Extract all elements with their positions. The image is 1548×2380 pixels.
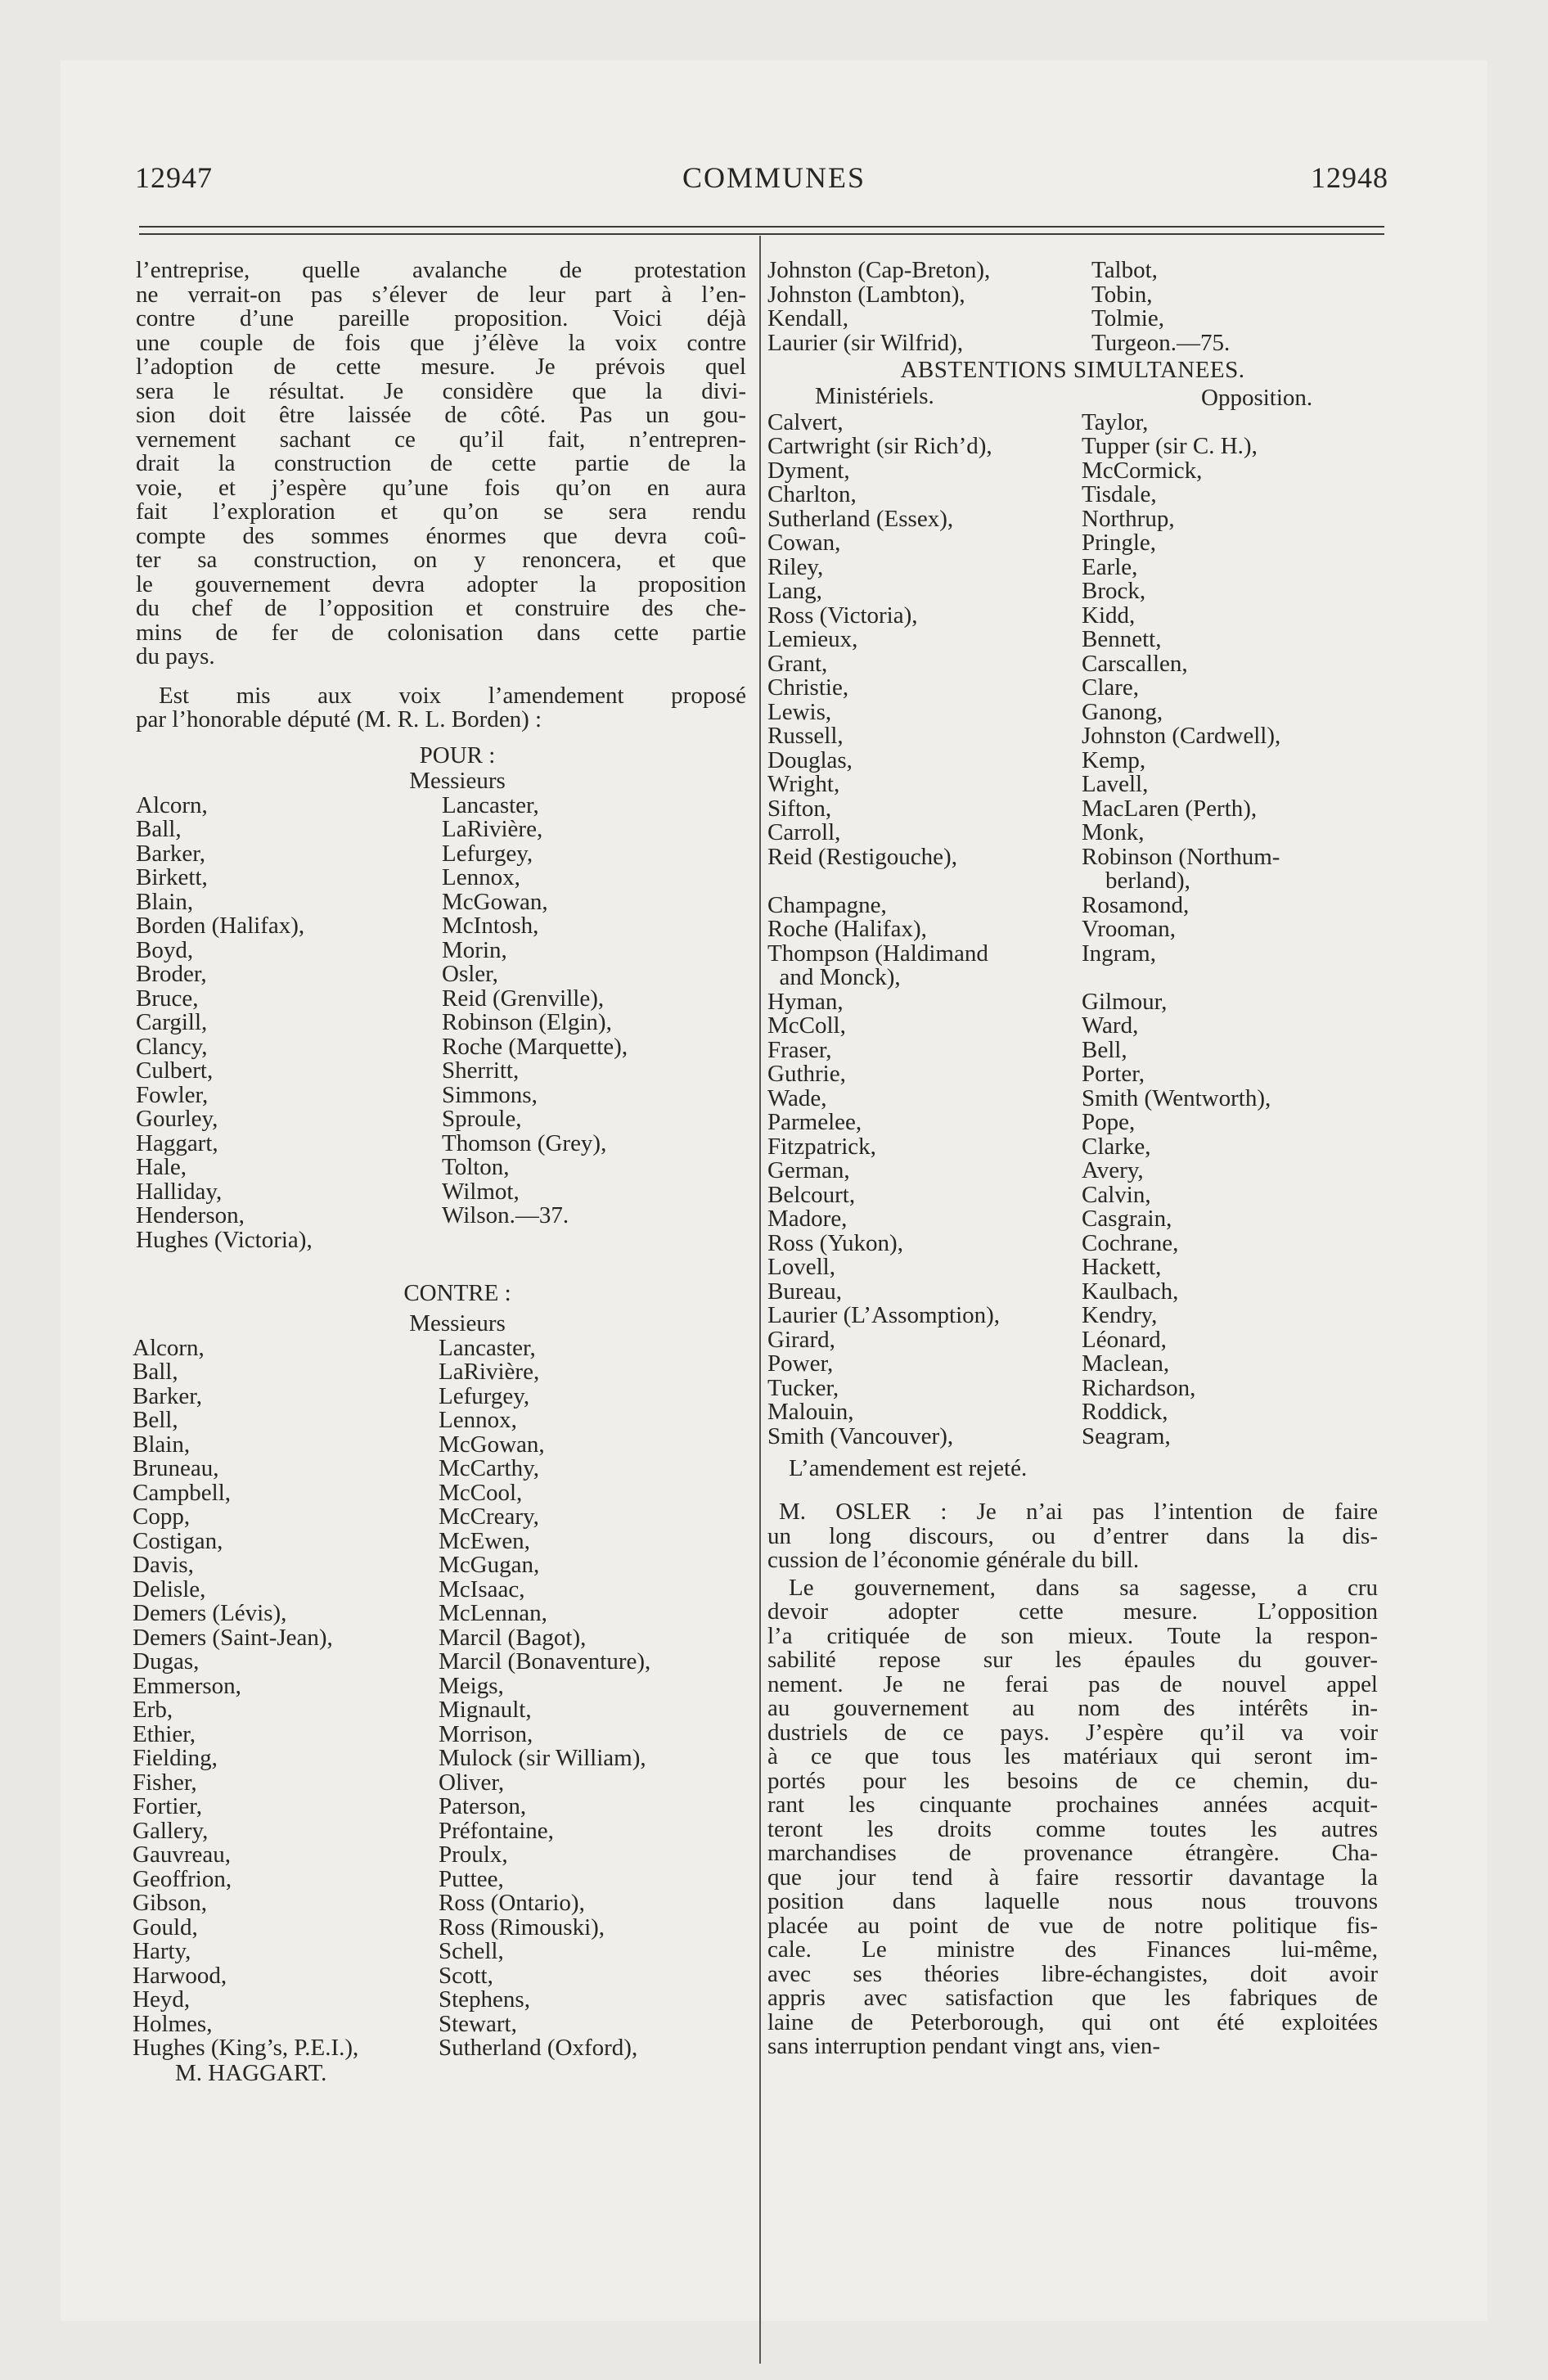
text-line: compte des sommes énormes que devra coû- [136, 522, 746, 549]
member-name: Hughes (King’s, P.E.I.), [133, 2035, 359, 2061]
text-line: du chef de l’opposition et construire des che- [136, 595, 746, 621]
member-name: Gilmour, [1082, 988, 1168, 1015]
member-name: Delisle, [133, 1575, 206, 1602]
pour-subheading: Messieurs [409, 768, 506, 794]
member-name: Robinson (Northum- [1082, 843, 1280, 870]
page-number-right: 12948 [1311, 161, 1388, 194]
member-name: Ross (Victoria), [767, 602, 918, 629]
member-name: Wright, [767, 771, 840, 797]
member-name: Bureau, [767, 1278, 842, 1305]
member-name: Puttee, [439, 1865, 504, 1892]
member-name: Heyd, [133, 1986, 191, 2013]
member-name: Richardson, [1082, 1374, 1196, 1401]
member-name: Robinson (Elgin), [442, 1009, 612, 1035]
member-name: Bruce, [136, 985, 199, 1012]
member-name: Osler, [442, 961, 498, 987]
text-line: cussion de l’économie générale du bill. [767, 1547, 1140, 1573]
member-name: Stewart, [439, 2010, 517, 2037]
text-line: sera le résultat. Je considère que la divi- [136, 377, 746, 404]
member-name: Cowan, [767, 530, 841, 556]
member-name: Ethier, [133, 1720, 196, 1747]
member-name: Lancaster, [439, 1334, 536, 1361]
member-name: Ward, [1082, 1012, 1139, 1039]
page-number-left: 12947 [135, 161, 213, 194]
member-name: Gould, [133, 1913, 198, 1941]
member-name: Tolmie, [1091, 305, 1164, 331]
text-line: contre d’une pareille proposition. Voici déjà [136, 305, 746, 331]
text-line: laine de Peterborough, qui ont été exploitées [767, 2008, 1378, 2035]
pour-heading: POUR : [419, 741, 496, 769]
text-line: appris avec satisfaction que les fabriques de [767, 1985, 1378, 2011]
member-name: Marcil (Bagot), [439, 1624, 587, 1651]
text-line: que jour tend à faire ressortir davantage la [767, 1864, 1378, 1891]
member-name: Fielding, [133, 1745, 218, 1771]
text-line: une couple de fois que j’élève la voix contre [136, 329, 746, 356]
page-title: COMMUNES [682, 161, 866, 194]
text-line: sion doit être laissée de côté. Pas un gou- [136, 402, 746, 428]
member-name: Ross (Yukon), [767, 1229, 903, 1256]
member-name: Calvin, [1082, 1181, 1151, 1208]
member-name: McGugan, [439, 1552, 540, 1578]
member-name: Lennox, [442, 864, 520, 890]
text-line: portés pour les besoins de ce chemin, du- [767, 1767, 1378, 1794]
member-name: Mignault, [439, 1697, 532, 1723]
member-name: Gallery, [133, 1817, 209, 1844]
member-name: Barker, [136, 840, 205, 867]
member-name: Smith (Vancouver), [767, 1422, 954, 1449]
header-rule-top [139, 226, 1384, 228]
member-name: Lancaster, [442, 791, 539, 818]
text-line: l’entreprise, quelle avalanche de protestation [136, 257, 746, 283]
text-line: au gouvernement au nom des intérêts in- [767, 1695, 1378, 1721]
member-name: Emmerson, [133, 1672, 241, 1699]
text-line: nement. Je ne ferai pas de nouvel appel [767, 1670, 1378, 1697]
member-name: Oliver, [439, 1769, 505, 1796]
member-name: Borden (Halifax), [136, 913, 305, 939]
member-name: Smith (Wentworth), [1082, 1084, 1271, 1111]
member-name: Pringle, [1082, 530, 1157, 556]
member-name: Roche (Marquette), [442, 1033, 628, 1060]
member-name: MacLaren (Perth), [1082, 795, 1258, 822]
paragraph-entreprise [136, 259, 746, 669]
member-name: McGowan, [442, 888, 548, 915]
member-name: LaRivière, [442, 816, 543, 842]
text-line: teront les droits comme toutes les autres [767, 1815, 1378, 1842]
member-name: Blain, [136, 888, 194, 915]
member-name: Hyman, [767, 988, 844, 1015]
member-name: Laurier (L’Assomption), [767, 1302, 1001, 1328]
member-name: Casgrain, [1082, 1206, 1172, 1232]
member-name: Girard, [767, 1326, 835, 1353]
member-name: Fraser, [767, 1036, 832, 1063]
footer-speaker: M. HAGGART. [175, 2059, 327, 2086]
member-name [767, 869, 1000, 894]
member-name: Maclean, [1082, 1350, 1170, 1377]
member-name: Geoffrion, [133, 1865, 232, 1892]
member-name: Talbot, [1091, 257, 1158, 283]
member-name: Lemieux, [767, 626, 858, 652]
member-name: German, [767, 1157, 850, 1183]
member-name: Cargill, [136, 1009, 208, 1035]
right-column [767, 259, 1378, 2059]
left-column [133, 257, 746, 2086]
member-name: Hale, [136, 1154, 187, 1180]
member-name: Proulx, [439, 1841, 508, 1868]
member-name: LaRivière, [439, 1359, 540, 1385]
member-name: Tupper (sir C. H.), [1082, 433, 1258, 459]
member-name: Alcorn, [136, 791, 208, 818]
member-name: Préfontaine, [439, 1817, 554, 1844]
osler-speech [767, 1576, 1378, 2059]
member-name: Scott, [439, 1962, 493, 1989]
member-name: Clare, [1082, 674, 1140, 701]
pour-column-2 [442, 791, 628, 1228]
text-line: vernement sachant ce qu’il fait, n’entrepren- [136, 426, 746, 453]
text-line: drait la construction de cette partie de la [136, 450, 746, 476]
member-name: Avery, [1082, 1157, 1144, 1183]
member-name: Madore, [767, 1206, 848, 1232]
text-line: Est mis aux voix l’amendement proposé [159, 682, 746, 709]
text-line: M. OSLER : Je n’ai pas l’intention de faire [779, 1499, 1378, 1525]
member-name: Carroll, [767, 819, 841, 845]
contre-column-1 [133, 1336, 358, 2061]
pour-list [136, 791, 746, 1267]
member-name: Sutherland (Oxford), [439, 2035, 638, 2061]
member-name: Campbell, [133, 1479, 232, 1506]
member-name: Earle, [1082, 553, 1138, 580]
contre-subheading: Messieurs [409, 1310, 506, 1336]
member-name: Sutherland (Essex), [767, 505, 954, 532]
member-name: Demers (Lévis), [133, 1600, 287, 1626]
member-name: Cochrane, [1082, 1229, 1179, 1256]
member-name: Barker, [133, 1382, 202, 1409]
member-name: Russell, [767, 723, 844, 749]
opposition-column [1082, 408, 1281, 1449]
text-line: placée au point de vue de notre politique fis- [767, 1912, 1378, 1939]
member-name: Hughes (Victoria), [136, 1226, 313, 1253]
member-name: Meigs, [439, 1672, 504, 1699]
member-name: Schell, [439, 1938, 504, 1964]
member-name: Cartwright (sir Rich’d), [767, 433, 992, 459]
member-name: Malouin, [767, 1399, 854, 1425]
member-name: Parmelee, [767, 1109, 862, 1135]
member-name: McGowan, [439, 1431, 545, 1458]
text-line: un long discours, ou d’entrer dans la dis- [767, 1522, 1378, 1549]
vote-continuation-col1 [767, 259, 990, 355]
member-name: Alcorn, [133, 1334, 205, 1361]
text-line: par l’honorable député (M. R. L. Borden) : [136, 706, 542, 732]
member-name: and Monck), [767, 964, 901, 990]
member-name: Kaulbach, [1082, 1278, 1179, 1305]
member-name: Sherritt, [442, 1057, 520, 1084]
member-name: Ball, [133, 1359, 178, 1385]
text-line: l’adoption de cette mesure. Je prévois quel [136, 354, 746, 380]
text-line: avec ses théories libre-échangistes, doit avoir [767, 1960, 1378, 1987]
amendment-result: L’amendement est rejeté. [789, 1454, 1028, 1481]
member-name [1082, 966, 1280, 990]
paragraph-amendement [136, 684, 746, 732]
member-name: Roddick, [1082, 1399, 1168, 1425]
member-name: Lewis, [767, 698, 832, 725]
abstentions-list [767, 408, 1378, 1452]
member-name: Guthrie, [767, 1061, 846, 1087]
member-name: McLennan, [439, 1600, 547, 1626]
member-name: Boyd, [136, 936, 194, 963]
contre-heading: CONTRE : [403, 1279, 511, 1306]
member-name: Ross (Rimouski), [439, 1913, 605, 1941]
member-name: Roche (Halifax), [767, 916, 927, 942]
member-name: Gourley, [136, 1106, 218, 1132]
member-name: Seagram, [1082, 1422, 1171, 1449]
member-name: Tucker, [767, 1374, 839, 1401]
member-name: Fowler, [136, 1081, 209, 1108]
member-name: Demers (Saint-Jean), [133, 1624, 333, 1651]
member-name: Mulock (sir William), [439, 1745, 646, 1771]
member-name: Turgeon.—75. [1091, 329, 1231, 356]
member-name: Gibson, [133, 1890, 208, 1916]
member-name: Ingram, [1082, 940, 1156, 967]
member-name: Riley, [767, 553, 824, 580]
member-name: Rosamond, [1082, 891, 1190, 918]
member-name: Kidd, [1082, 602, 1136, 629]
member-name: Sifton, [767, 795, 832, 822]
member-name: Brock, [1082, 578, 1146, 604]
member-name: Charlton, [767, 481, 857, 507]
member-name: Paterson, [439, 1793, 527, 1819]
member-name: McCormick, [1082, 457, 1203, 484]
member-name: Ganong, [1082, 698, 1163, 725]
member-name: Henderson, [136, 1202, 245, 1228]
member-name: Stephens, [439, 1986, 530, 2013]
text-line: cale. Le ministre des Finances lui-même, [767, 1936, 1378, 1963]
member-name: Léonard, [1082, 1326, 1167, 1353]
member-name: Lennox, [439, 1407, 517, 1433]
member-name: Gauvreau, [133, 1841, 231, 1868]
member-name: Dugas, [133, 1648, 200, 1675]
member-name: Birkett, [136, 864, 208, 890]
ministeriels-heading: Ministériels. [815, 382, 934, 409]
member-name: Lefurgey, [439, 1382, 530, 1409]
member-name: Taylor, [1082, 408, 1149, 435]
member-name: Tolton, [442, 1154, 510, 1180]
member-name: Monk, [1082, 819, 1145, 845]
member-name: Champagne, [767, 891, 887, 918]
member-name: Vrooman, [1082, 916, 1177, 942]
text-line: rant les cinquante prochaines années acquit- [767, 1792, 1378, 1818]
member-name: Reid (Restigouche), [767, 843, 957, 870]
member-name: berland), [1082, 868, 1190, 894]
member-name: Halliday, [136, 1178, 223, 1205]
member-name: Harty, [133, 1938, 191, 1964]
member-name: Johnston (Lambton), [767, 281, 965, 308]
text-line: sans interruption pendant vingt ans, vien- [767, 2033, 1161, 2059]
member-name: Broder, [136, 961, 207, 987]
text-line: mins de fer de colonisation dans cette partie [136, 619, 746, 646]
member-name: Bell, [1082, 1036, 1127, 1063]
member-name: Marcil (Bonaventure), [439, 1648, 651, 1675]
member-name: Clarke, [1082, 1133, 1151, 1160]
pour-column-1 [136, 791, 313, 1253]
member-name: Thompson (Haldimand [767, 940, 988, 967]
text-line: marchandises de provenance étrangère. Cha- [767, 1840, 1378, 1866]
member-name: Power, [767, 1350, 834, 1377]
member-name: Haggart, [136, 1129, 218, 1156]
member-name: Costigan, [133, 1527, 223, 1554]
member-name: Reid (Grenville), [442, 985, 605, 1012]
member-name: McCool, [439, 1479, 523, 1506]
text-line: ter sa construction, on y renoncera, et que [136, 547, 746, 573]
member-name: Dyment, [767, 457, 850, 484]
member-name: Davis, [133, 1552, 194, 1578]
member-name: Lefurgey, [442, 840, 533, 867]
text-line: du pays. [136, 643, 215, 669]
text-line: Le gouvernement, dans sa sagesse, a cru [789, 1574, 1378, 1601]
vote-continuation-col2 [1091, 259, 1230, 355]
member-name: Thomson (Grey), [442, 1129, 607, 1156]
member-name: Blain, [133, 1431, 191, 1458]
member-name: Erb, [133, 1697, 173, 1723]
member-name: Johnston (Cap-Breton), [767, 257, 991, 283]
member-name: Fisher, [133, 1769, 197, 1796]
member-name: McIsaac, [439, 1575, 525, 1602]
abstentions-heading: ABSTENTIONS SIMULTANEES. [900, 357, 1245, 383]
member-name: Pope, [1082, 1109, 1136, 1135]
member-name: Kendall, [767, 305, 849, 331]
abstentions-subheadings [767, 382, 1378, 411]
text-line: le gouvernement devra adopter la proposition [136, 570, 746, 597]
contre-column-2 [439, 1336, 650, 2061]
member-name: McColl, [767, 1012, 846, 1039]
member-name: Belcourt, [767, 1181, 856, 1208]
member-name: Bennett, [1082, 626, 1162, 652]
opposition-heading: Opposition. [1201, 384, 1313, 411]
member-name: Culbert, [136, 1057, 214, 1084]
member-name: Wilmot, [442, 1178, 520, 1205]
member-name: Kemp, [1082, 746, 1146, 773]
text-line: voie, et j’espère qu’une fois qu’on en aura [136, 474, 746, 501]
member-name: McEwen, [439, 1527, 530, 1554]
text-line: l’a critiquée de son mieux. Toute la respon- [767, 1622, 1378, 1649]
member-name: Copp, [133, 1503, 191, 1530]
member-name: Christie, [767, 674, 849, 701]
member-name: Lang, [767, 578, 822, 604]
member-name: McCreary, [439, 1503, 539, 1530]
member-name: Lovell, [767, 1254, 835, 1280]
text-line: à ce que tous les matériaux qui seront im- [767, 1743, 1378, 1769]
text-line: ne verrait-on pas s’élever de leur part à l’en- [136, 281, 746, 308]
osler-intro [767, 1500, 1378, 1573]
member-name: Bell, [133, 1407, 178, 1433]
member-name: Wade, [767, 1084, 827, 1111]
member-name: McCarthy, [439, 1455, 539, 1481]
text-line: sabilité repose sur les épaules du gouver- [767, 1647, 1378, 1673]
member-name: Tisdale, [1082, 481, 1157, 507]
member-name: Grant, [767, 650, 828, 677]
column-divider [759, 236, 761, 2364]
member-name: Fitzpatrick, [767, 1133, 876, 1160]
member-name: Fortier, [133, 1793, 203, 1819]
member-name: Holmes, [133, 2010, 213, 2037]
member-name: Morrison, [439, 1720, 533, 1747]
contre-list [133, 1334, 746, 2062]
member-name: Lavell, [1082, 771, 1149, 797]
member-name: Morin, [442, 936, 507, 963]
member-name: Harwood, [133, 1962, 227, 1989]
ministeriels-column [767, 408, 1001, 1449]
member-name: Douglas, [767, 746, 853, 773]
member-name: Hackett, [1082, 1254, 1162, 1280]
member-name: Sproule, [442, 1106, 522, 1132]
member-name: Johnston (Cardwell), [1082, 723, 1281, 749]
text-line: position dans laquelle nous nous trouvons [767, 1888, 1378, 1914]
member-name: Bruneau, [133, 1455, 219, 1481]
member-name: Simmons, [442, 1081, 538, 1108]
member-name: Porter, [1082, 1061, 1145, 1087]
text-line: devoir adopter cette mesure. L’opposition [767, 1598, 1378, 1625]
member-name: Kendry, [1082, 1302, 1158, 1328]
member-name: Clancy, [136, 1033, 208, 1060]
text-line: dustriels de ce pays. J’espère qu’il va voir [767, 1719, 1378, 1746]
member-name: Tobin, [1091, 281, 1153, 308]
member-name: Ross (Ontario), [439, 1890, 585, 1916]
text-line: fait l’exploration et qu’on se sera rendu [136, 498, 746, 525]
member-name: Calvert, [767, 408, 844, 435]
member-name: Ball, [136, 816, 182, 842]
vote-continuation [767, 259, 1378, 355]
member-name: Carscallen, [1082, 650, 1188, 677]
member-name: Northrup, [1082, 505, 1175, 532]
header-rule-bottom [139, 233, 1384, 235]
member-name: Wilson.—37. [442, 1202, 569, 1228]
member-name: McIntosh, [442, 913, 539, 939]
member-name: Laurier (sir Wilfrid), [767, 329, 964, 356]
